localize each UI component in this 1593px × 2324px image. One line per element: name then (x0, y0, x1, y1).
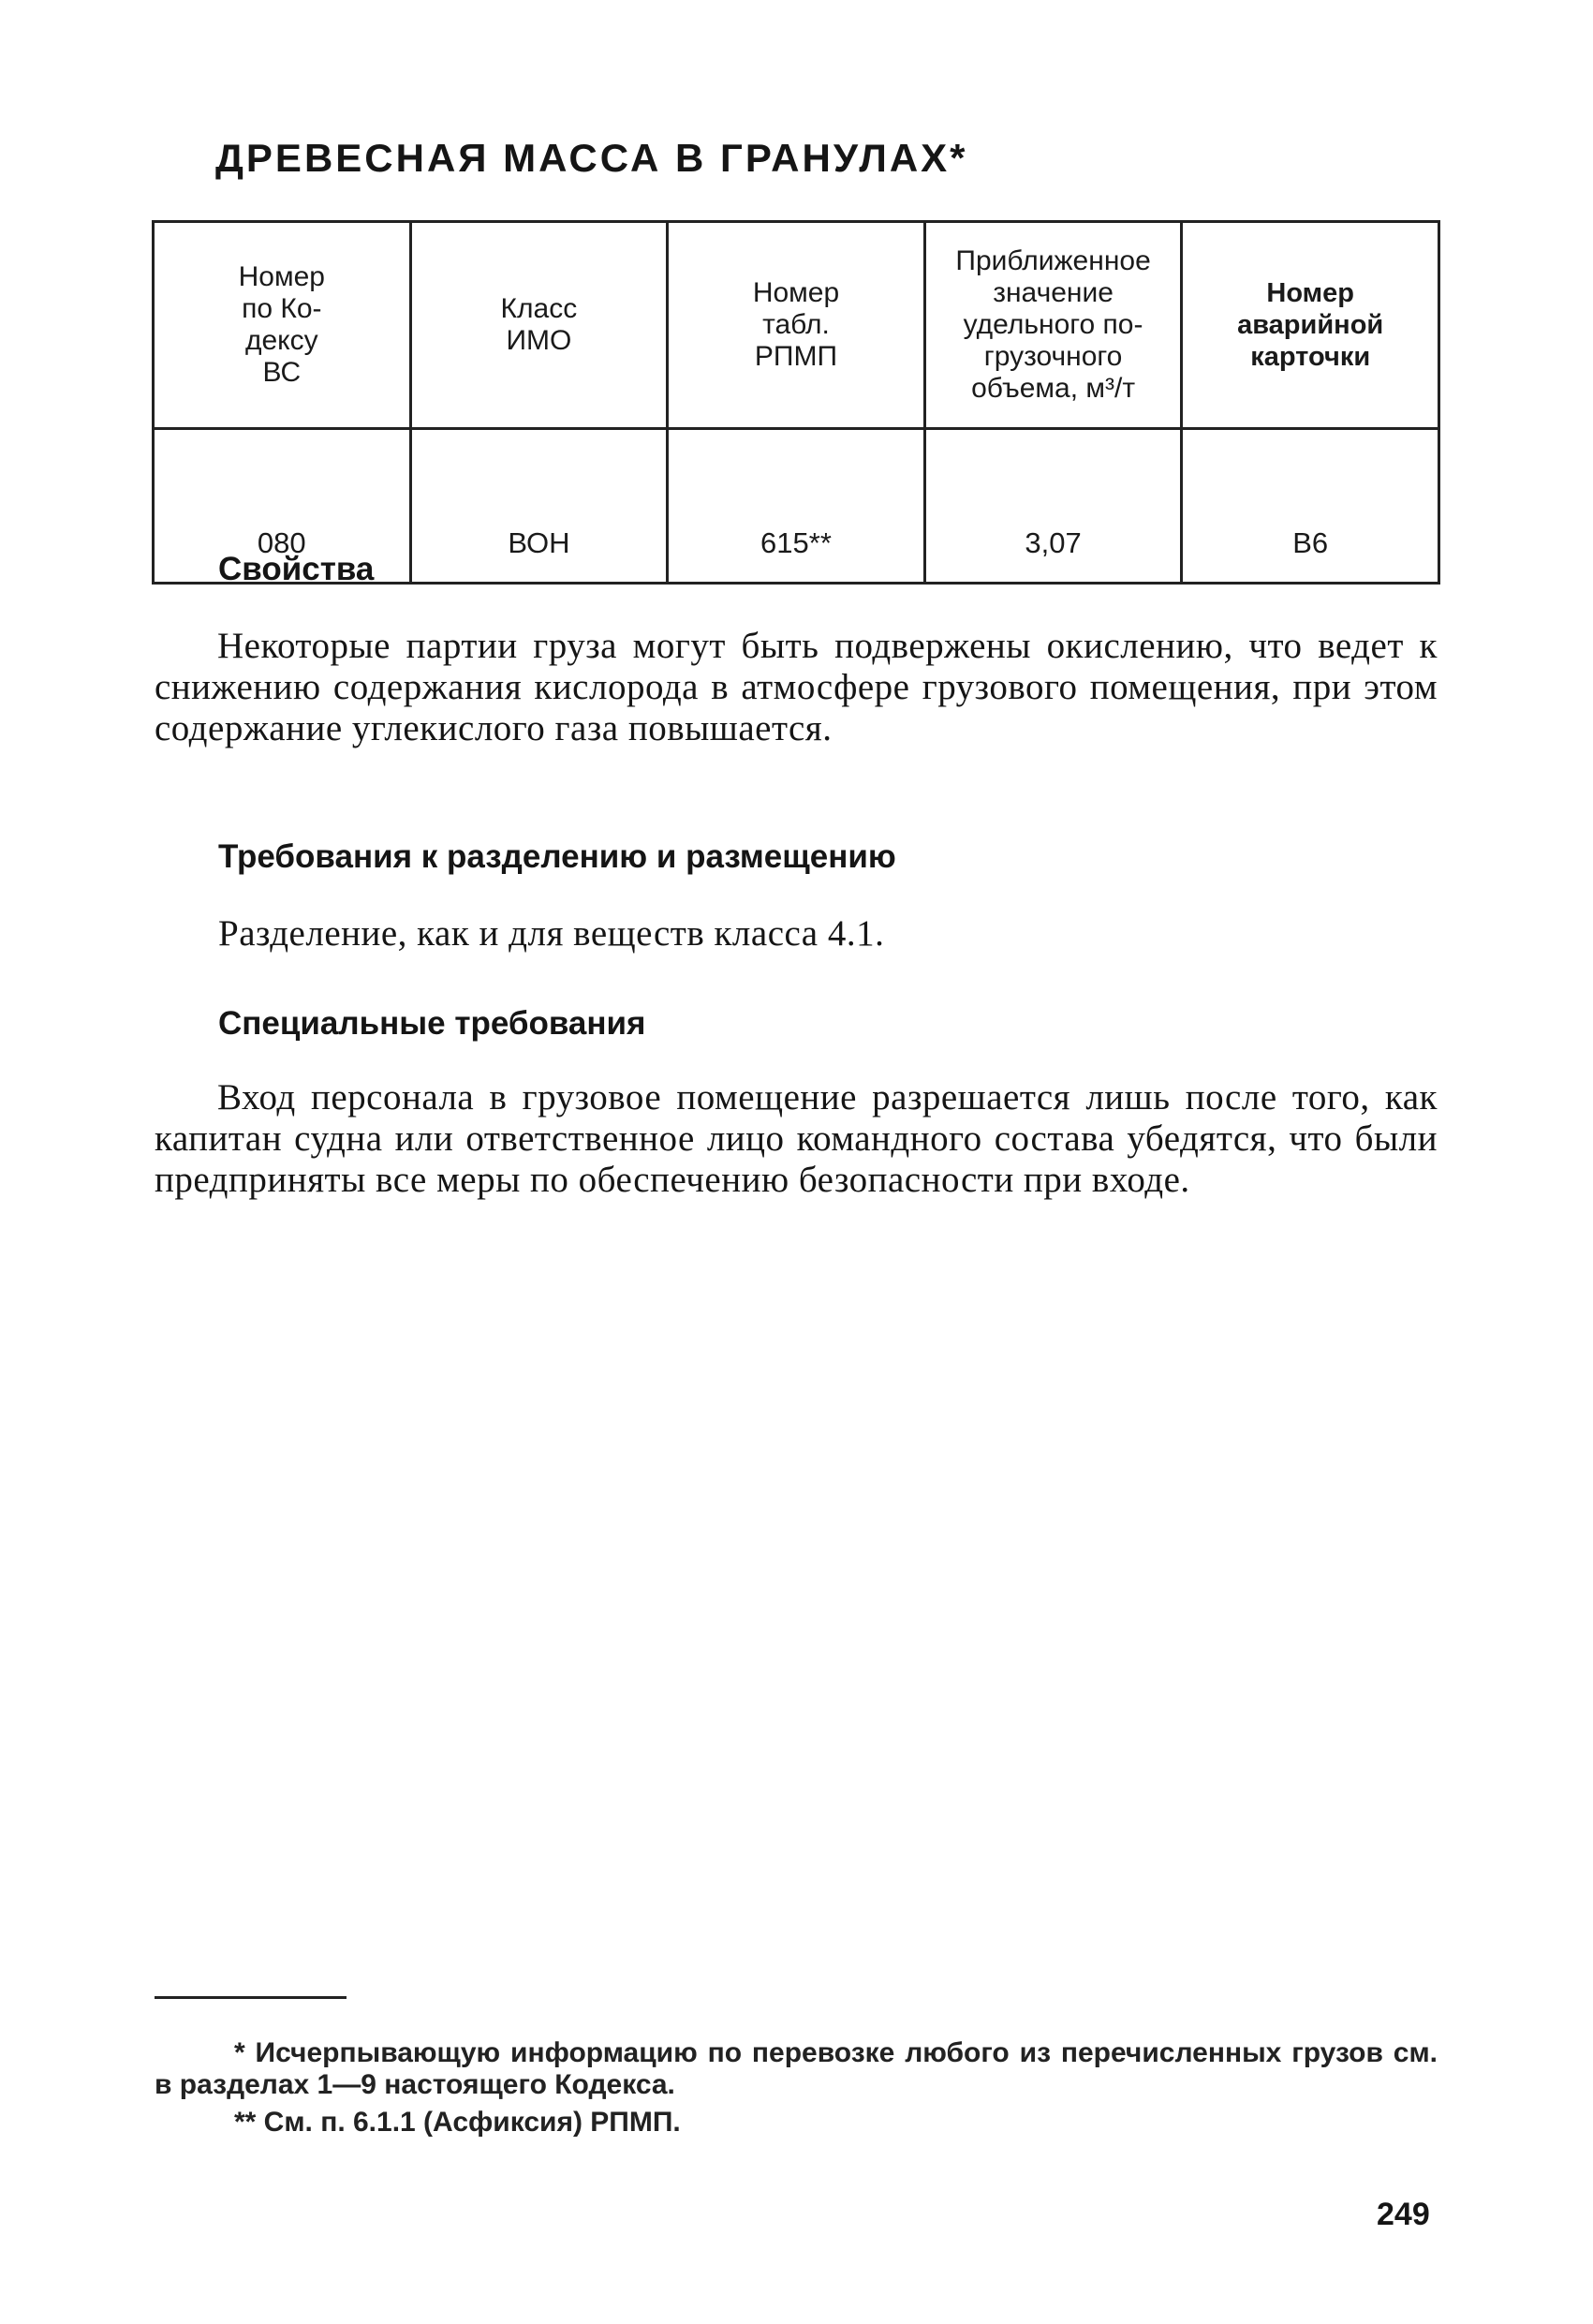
table-spacer-row (154, 429, 1439, 506)
cargo-table-container (152, 220, 1440, 585)
footnote-divider (155, 1996, 347, 1999)
separation-heading: Требования к разделению и размещению (218, 838, 896, 875)
header-code-number: Номер по Ко- дексу ВС (154, 222, 411, 429)
cell-emergency-card: В6 (1182, 505, 1439, 584)
cell-stowage-factor: 3,07 (924, 505, 1182, 584)
header-imo-class: Класс ИМО (410, 222, 668, 429)
properties-heading: Свойства (218, 551, 375, 587)
header-table-number: Номер табл. РПМП (668, 222, 925, 429)
footnote-2: ** См. п. 6.1.1 (Асфиксия) РПМП. (234, 2107, 681, 2138)
page-title: ДРЕВЕСНАЯ МАССА В ГРАНУЛАХ* (215, 136, 968, 180)
page-number: 249 (1377, 2197, 1430, 2232)
cargo-table (152, 220, 1440, 585)
header-emergency-card: Номер аварийной карточки (1182, 222, 1439, 429)
header-stowage-factor: Приближенное значение удельного по- грузочного объема, м³/т (924, 222, 1182, 429)
special-text: Вход персонала в грузовое помещение разрешается лишь после того, как капитан судна или ответственное лицо командного состава убедятся, что были предприняты все меры по обеспечению безопасности при входе. (155, 1077, 1438, 1200)
footnote-1: * Исчерпывающую информацию по перевозке любого из перечисленных грузов см. в разделах 1—9 настоящего Кодекса. (155, 2037, 1438, 2100)
table-header-row (154, 222, 1439, 429)
special-heading: Специальные требования (218, 1005, 646, 1042)
properties-text: Некоторые партии груза могут быть подвержены окислению, что ведет к снижению содержания кислорода в атмосфере грузового помещения, при этом содержание углекислого газа повышается. (155, 626, 1438, 748)
cell-table-number: 615** (668, 505, 925, 584)
cell-imo-class: ВОН (410, 505, 668, 584)
cell-code-number: 080 (154, 505, 411, 584)
separation-text: Разделение, как и для веществ класса 4.1. (218, 913, 885, 954)
